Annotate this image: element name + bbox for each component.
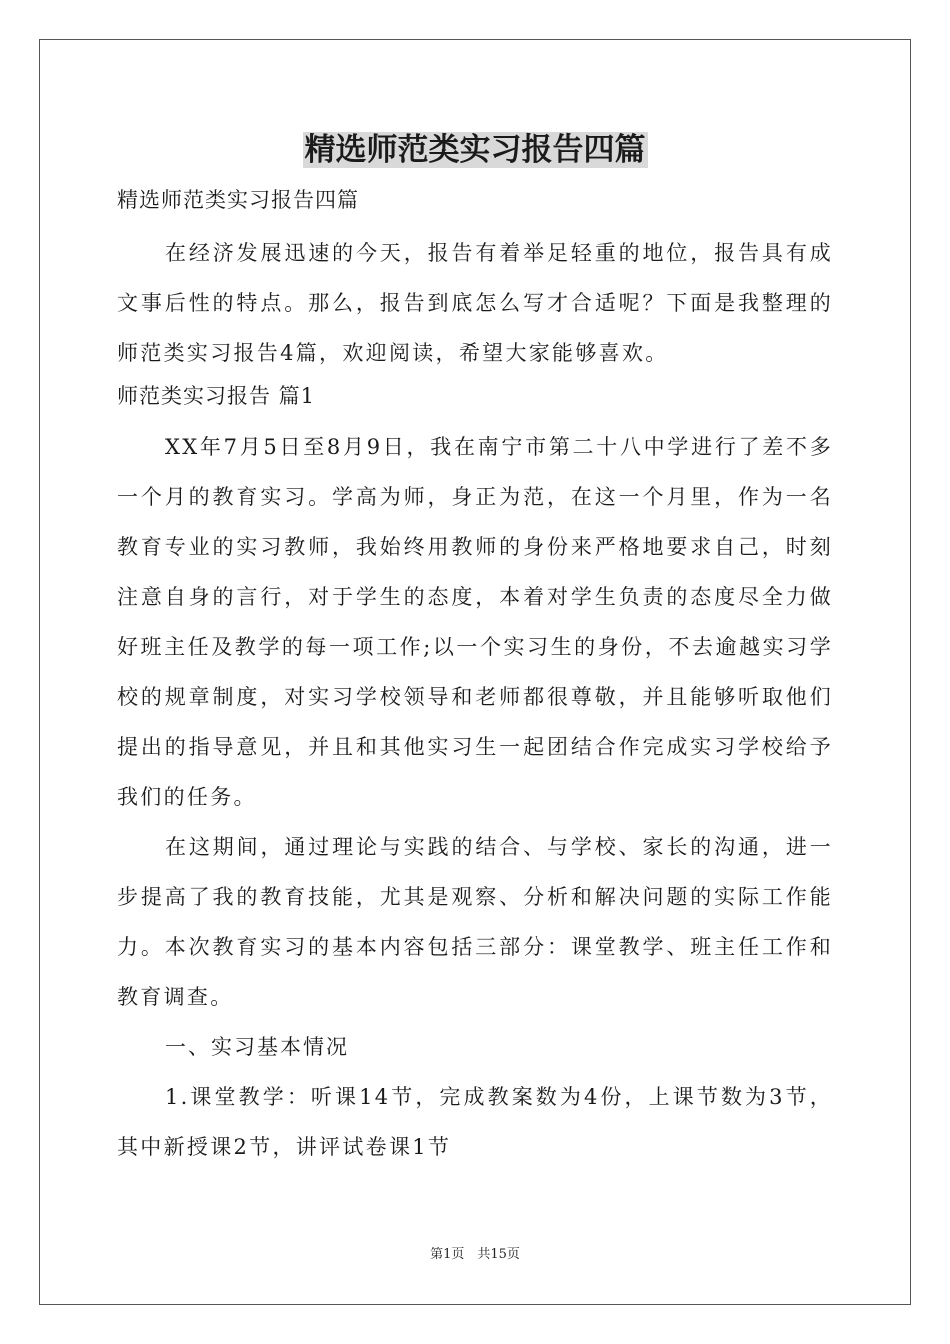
section-heading: 师范类实习报告 篇1 xyxy=(117,384,316,408)
page-footer: 第1页 共15页 xyxy=(430,1247,520,1262)
body-paragraph-3: 1.课堂教学：听课14节，完成教案数为4份，上课节数为3节，其中新授课2节，讲评试卷课1节 xyxy=(117,1085,833,1159)
document-subtitle: 精选师范类实习报告四篇 xyxy=(117,188,359,212)
body-paragraph-1: XX年7月5日至8月9日，我在南宁市第二十八中学进行了差不多一个月的教育实习。学高为师，身正为范，在这一个月里，作为一名教育专业的实习教师，我始终用教师的身份来严格地要求自己，时刻注意自身的言行，对于学生的态度，本着对学生负责的态度尽全力做好班主任及教学的每一项工作;以一个实习生的身份，不去逾越实习学校的规章制度，对实习学校领导和老师都很尊敬，并且能够听取他们提出的指导意见，并且和其他实习生一起团结合作完成实习学校给予我们的任务。 xyxy=(117,435,833,809)
document-title-text: 精选师范类实习报告四篇 xyxy=(304,132,646,168)
document-body xyxy=(117,180,833,1172)
body-paragraph-2: 在这期间，通过理论与实践的结合、与学校、家长的沟通，进一步提高了我的教育技能，尤其是观察、分析和解决问题的实际工作能力。本次教育实习的基本内容包括三部分：课堂教学、班主任工作和教育调查。 xyxy=(117,835,833,1009)
document-title xyxy=(0,128,950,172)
sub-heading: 一、实习基本情况 xyxy=(165,1035,349,1059)
intro-paragraph: 在经济发展迅速的今天，报告有着举足轻重的地位，报告具有成文事后性的特点。那么，报告到底怎么写才合适呢？下面是我整理的师范类实习报告4篇，欢迎阅读，希望大家能够喜欢。 xyxy=(117,241,833,365)
